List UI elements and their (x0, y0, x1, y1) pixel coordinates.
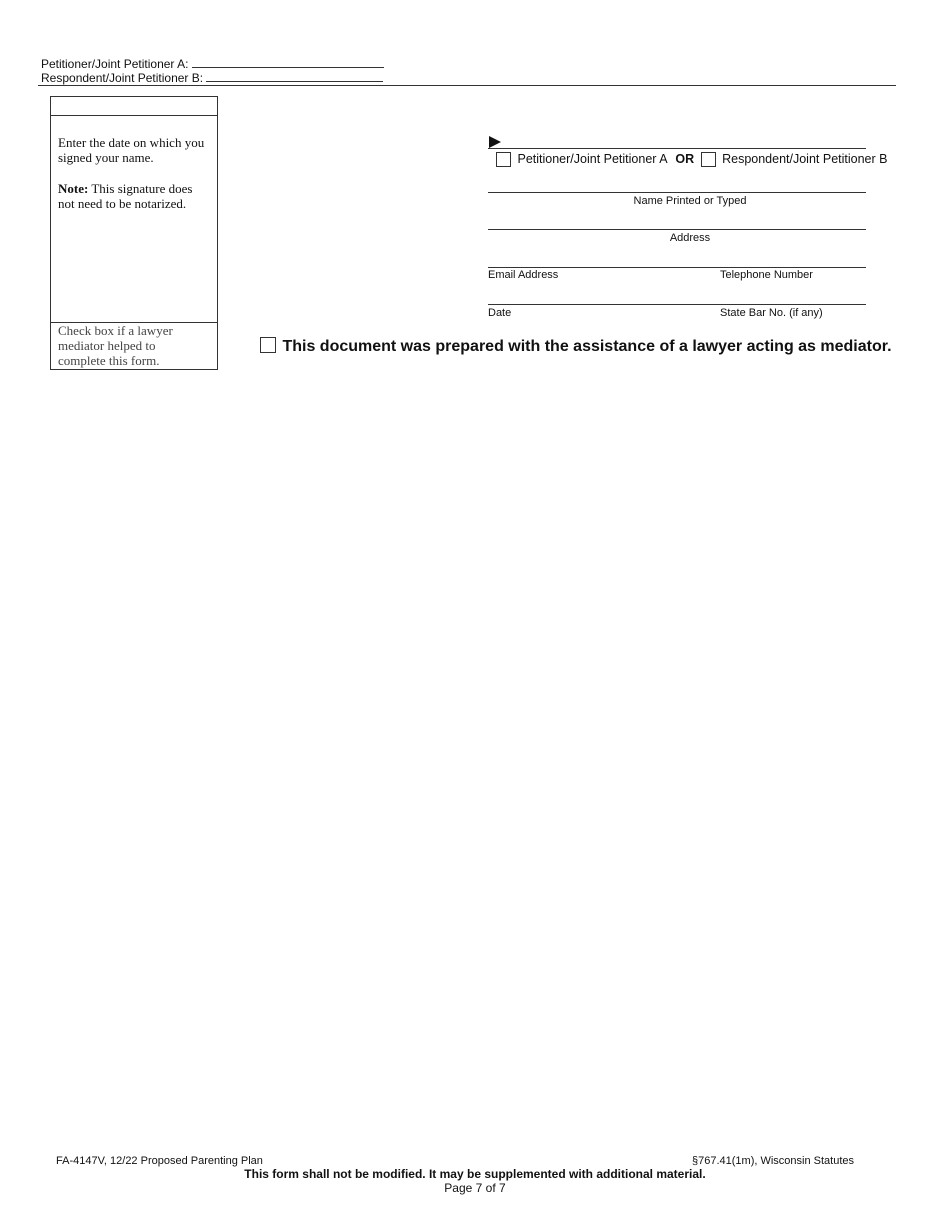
petitioner-header-label: Petitioner/Joint Petitioner A: (41, 57, 189, 71)
mediator-checkbox[interactable] (260, 337, 276, 353)
respondent-checkbox[interactable] (701, 152, 716, 167)
petitioner-option-label: Petitioner/Joint Petitioner A (517, 152, 667, 166)
email-phone-line[interactable] (488, 267, 866, 268)
address-label: Address (669, 232, 711, 244)
date-label: Date (488, 307, 512, 319)
mediator-instruction: Check box if a lawyer mediator helped to complete this form. (58, 323, 173, 368)
petitioner-checkbox[interactable] (496, 152, 511, 167)
petitioner-header-row (41, 56, 384, 71)
respondent-header-label: Respondent/Joint Petitioner B: (41, 71, 204, 85)
bar-number-label: State Bar No. (if any) (720, 307, 823, 319)
form-id: FA-4147V, 12/22 Proposed Parenting Plan (56, 1155, 263, 1167)
respondent-name-field[interactable] (206, 70, 383, 82)
statute-reference: §767.41(1m), Wisconsin Statutes (692, 1155, 855, 1167)
date-bar-line[interactable] (488, 304, 866, 305)
or-label: OR (675, 152, 695, 166)
name-label: Name Printed or Typed (633, 195, 747, 207)
email-label: Email Address (488, 269, 559, 281)
signature-line[interactable] (488, 148, 866, 149)
respondent-option-label: Respondent/Joint Petitioner B (722, 152, 888, 166)
note-label: Note: (58, 181, 89, 196)
header-divider (38, 85, 896, 86)
notarize-note (58, 181, 210, 211)
sidebar-top-divider (50, 115, 218, 116)
right-triangle-icon (488, 135, 502, 149)
name-line[interactable] (488, 192, 866, 193)
petitioner-name-field[interactable] (192, 56, 384, 68)
phone-label: Telephone Number (720, 269, 813, 281)
date-instruction: Enter the date on which you signed your name. (58, 135, 205, 165)
party-selection-row (496, 152, 887, 167)
mediator-statement: This document was prepared with the assistance of a lawyer acting as mediator. (282, 338, 892, 355)
page-number: Page 7 of 7 (444, 1181, 506, 1195)
address-line[interactable] (488, 229, 866, 230)
respondent-header-row (41, 70, 383, 85)
mediator-statement-row (260, 337, 892, 356)
note-text: This signature does not need to be notarized. (58, 181, 193, 211)
modification-notice: This form shall not be modified. It may be supplemented with additional material. (244, 1167, 706, 1181)
